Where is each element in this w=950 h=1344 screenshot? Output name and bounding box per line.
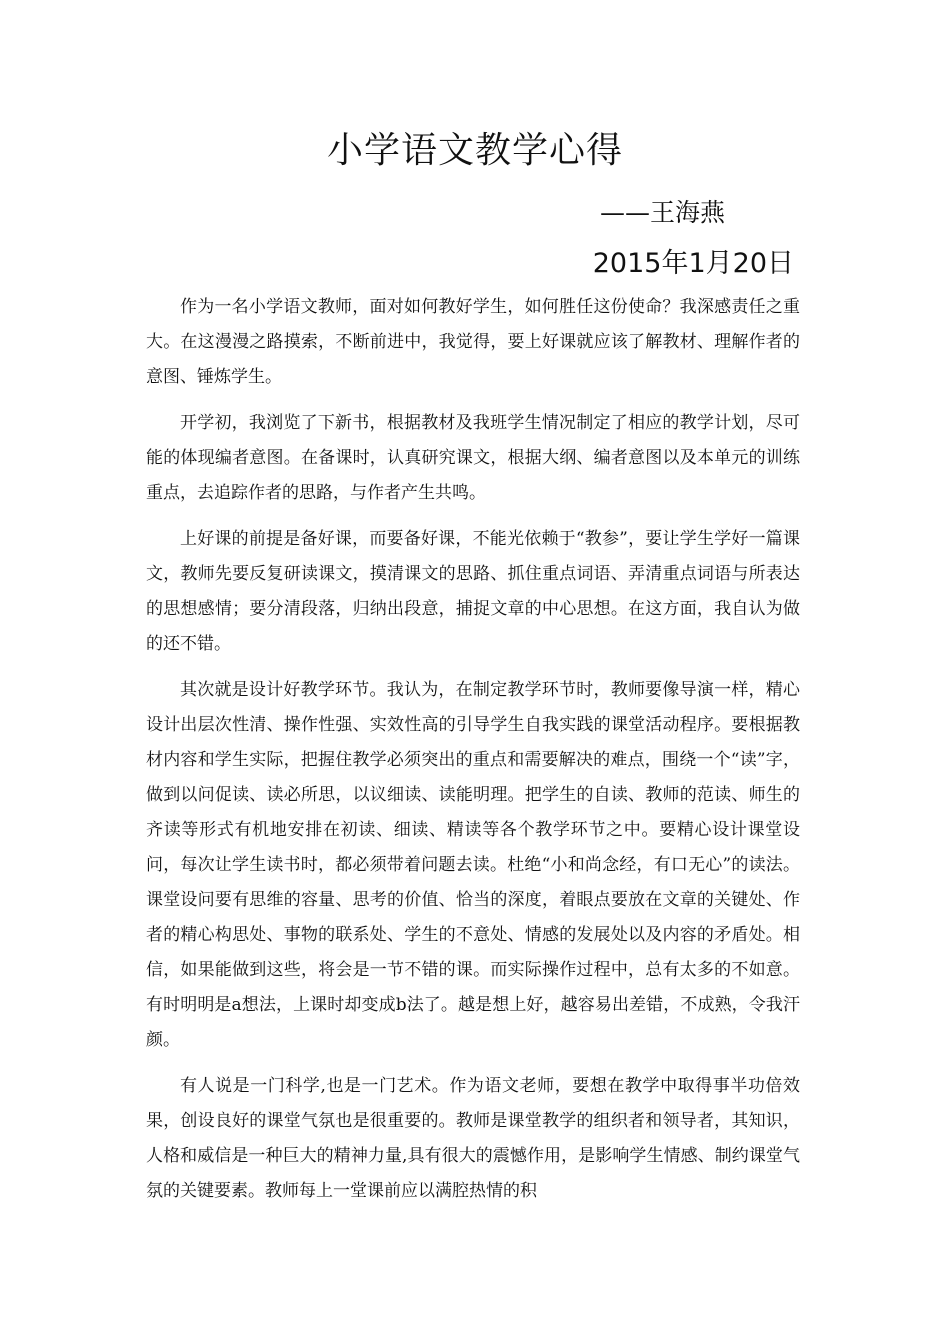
- document-body: [146, 290, 800, 1220]
- body-paragraph-5: 有人说是一门科学,也是一门艺术。作为语文老师，要想在教学中取得事半功倍效果，创设良好的课堂气氛也是很重要的。教师是课堂教学的组织者和领导者，其知识，人格和威信是一种巨大的精神力量,具有很大的震憾作用，是影响学生情感、制约课堂气氛的关键要素。教师每上一堂课前应以满腔热情的积: [146, 1076, 800, 1201]
- date-line: 2015年1月20日: [592, 248, 794, 279]
- document-title: 小学语文教学心得: [326, 130, 623, 171]
- body-paragraph-2: 开学初，我浏览了下新书，根据教材及我班学生情况制定了相应的教学计划，尽可能的体现编者意图。在备课时，认真研究课文，根据大纲、编者意图以及本单元的训练重点，去追踪作者的思路，与作者产生共鸣。: [146, 413, 800, 503]
- body-paragraph-1: 作为一名小学语文教师，面对如何教好学生，如何胜任这份使命？我深感责任之重大。在这漫漫之路摸索，不断前进中，我觉得，要上好课就应该了解教材、理解作者的意图、锤炼学生。: [146, 297, 800, 387]
- body-paragraph-3: 上好课的前提是备好课，而要备好课，不能光依赖于“教参”，要让学生学好一篇课文，教师先要反复研读课文，摸清课文的思路、抓住重点词语、弄清重点词语与所表达的思想感情；要分清段落，归纳出段意，捕捉文章的中心思想。在这方面，我自认为做的还不错。: [146, 529, 800, 654]
- author-line: ——王海燕: [600, 198, 726, 227]
- body-paragraph-4: 其次就是设计好教学环节。我认为，在制定教学环节时，教师要像导演一样，精心设计出层次性清、操作性强、实效性高的引导学生自我实践的课堂活动程序。要根据教材内容和学生实际，把握住教学必须突出的重点和需要解决的难点，围绕一个“读”字，做到以问促读、读必所思，以议细读、读能明理。把学生的自读、教师的范读、师生的齐读等形式有机地安排在初读、细读、精读等各个教学环节之中。要精心设计课堂设问，每次让学生读书时，都必须带着问题去读。杜绝“小和尚念经，有口无心”的读法。课堂设问要有思维的容量、思考的价值、恰当的深度，着眼点要放在文章的关键处、作者的精心构思处、事物的联系处、学生的不意处、情感的发展处以及内容的矛盾处。相信，如果能做到这些，将会是一节不错的课。而实际操作过程中，总有太多的不如意。有时明明是a想法，上课时却变成b法了。越是想上好，越容易出差错，不成熟，令我汗颜。: [146, 680, 800, 1050]
